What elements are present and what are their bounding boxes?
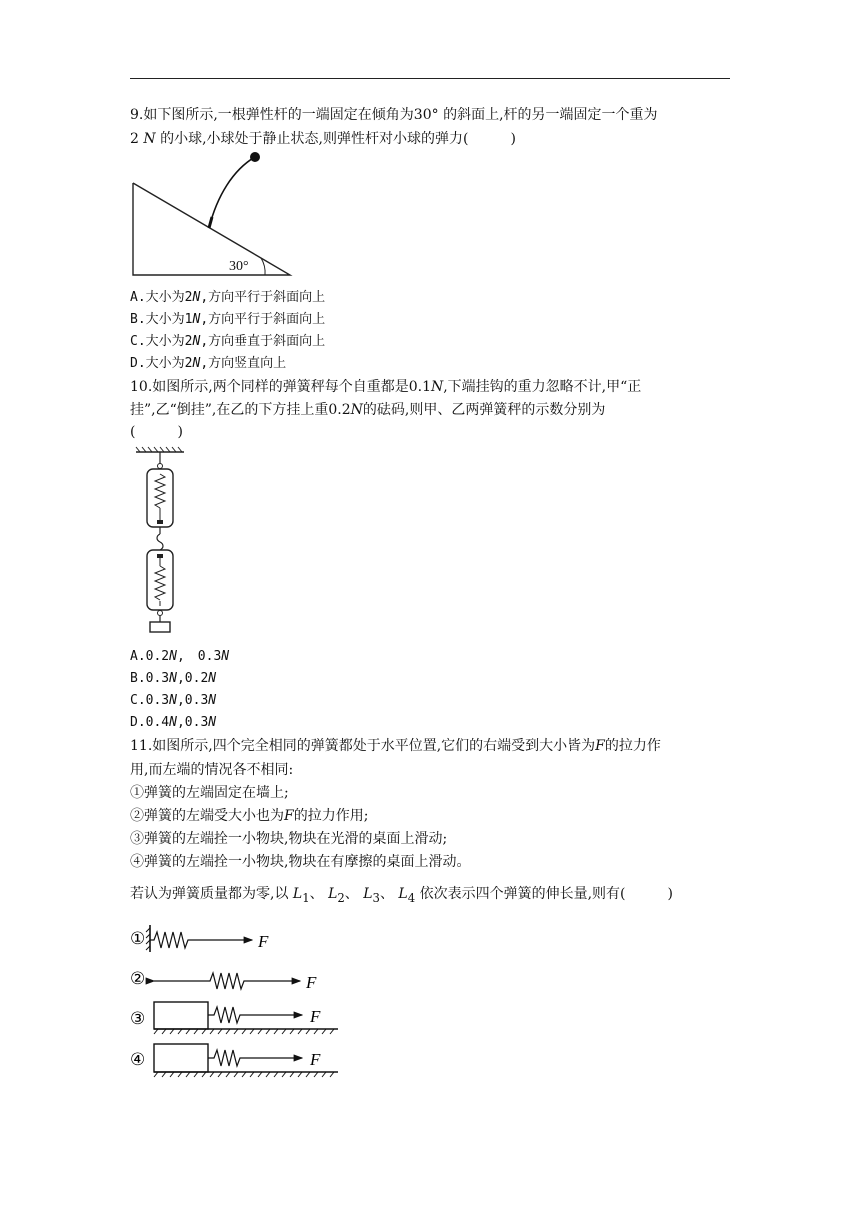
q9-option-b: B.大小为1N,方向平行于斜面向上 <box>130 312 326 327</box>
spring-case-1 <box>130 925 269 952</box>
spring-case-4 <box>130 1044 338 1077</box>
svg-text:F: F <box>310 1007 321 1026</box>
q10-line2: 挂”,乙“倒挂”,在乙的下方挂上重0.2N的砝码,则甲、乙两弹簧秤的示数分别为 <box>130 402 606 418</box>
svg-text:F: F <box>306 973 317 992</box>
scale-yi <box>147 550 173 622</box>
q9-line1 <box>130 105 658 125</box>
q9-text-2: 的小球,小球处于静止状态,则弹性杆对小球的弹力( ) <box>160 131 516 147</box>
q10-line3: ( ) <box>130 424 183 440</box>
svg-text:F: F <box>310 1050 321 1069</box>
rod-base <box>209 217 212 228</box>
q9-option-d: D.大小为2N,方向竖直向上 <box>130 356 287 371</box>
svg-text:④: ④ <box>130 1050 146 1069</box>
spring-case-3 <box>130 1002 338 1034</box>
spring-case-2 <box>130 969 317 992</box>
svg-text:F: F <box>258 932 269 951</box>
q10-option-a: A.0.2N, 0.3N <box>130 649 230 664</box>
angle-label: 30° <box>229 259 249 274</box>
svg-text:②: ② <box>130 969 146 988</box>
ball <box>250 152 260 162</box>
q9-option-a: A.大小为2N,方向平行于斜面向上 <box>130 290 326 305</box>
svg-text:①: ① <box>130 929 146 948</box>
q11-item-4: ④弹簧的左端拴一小物块,物块在有摩擦的桌面上滑动。 <box>130 854 471 870</box>
incline-triangle <box>133 183 290 275</box>
q10-option-b: B.0.3N,0.2N <box>130 671 217 686</box>
q11-line1: 11.如图所示,四个完全相同的弹簧都处于水平位置,它们的右端受到大小皆为F的拉力作 <box>130 738 661 754</box>
q11-springs-figure <box>128 920 343 1085</box>
q10-spring-scales-figure <box>130 446 190 636</box>
elastic-rod <box>209 157 255 228</box>
q11-item-2: ②弹簧的左端受大小也为F的拉力作用; <box>130 808 369 824</box>
q11-line2: 用,而左端的情况各不相同: <box>130 762 294 778</box>
q9-incline-figure <box>125 148 305 280</box>
header-rule <box>130 78 730 79</box>
q9-line2 <box>130 129 516 149</box>
weight-block <box>150 622 170 632</box>
q11-item-3: ③弹簧的左端拴一小物块,物块在光滑的桌面上滑动; <box>130 831 448 847</box>
svg-text:③: ③ <box>130 1009 146 1028</box>
q10-option-c: C.0.3N,0.3N <box>130 693 217 708</box>
q10-line1: 10.如图所示,两个同样的弹簧秤每个自重都是0.1N,下端挂钩的重力忽略不计,甲“正 <box>130 379 642 395</box>
q9-option-c: C.大小为2N,方向垂直于斜面向上 <box>130 334 326 349</box>
q11-line-last: 若认为弹簧质量都为零,以 $L_1$、 $L_2$、 $L_3$、 $L_4$ 依次表示四个弹簧的伸长量,则有( ) <box>130 886 673 905</box>
q9-weight: 2 <box>130 131 139 147</box>
q10-option-d: D.0.4N,0.3N <box>130 715 217 730</box>
q9-unit: N <box>143 131 156 147</box>
q11-item-1: ①弹簧的左端固定在墙上; <box>130 785 289 801</box>
scale-jia <box>147 452 173 534</box>
q9-text-1: 9.如下图所示,一根弹性杆的一端固定在倾角为30° 的斜面上,杆的另一端固定一个重为 <box>130 107 658 123</box>
